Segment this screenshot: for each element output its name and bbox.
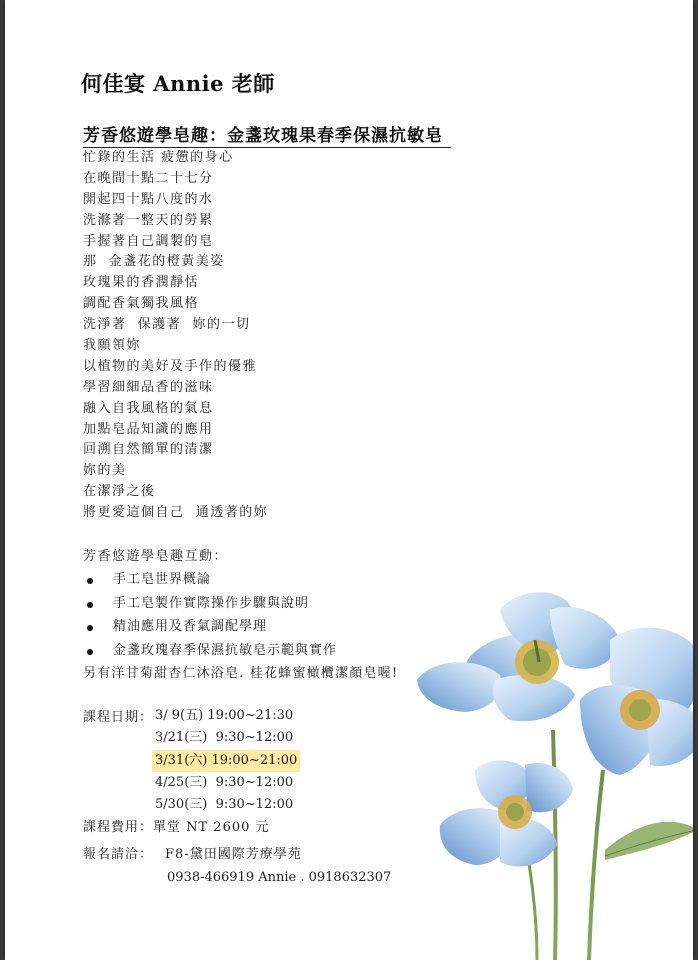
poem-line: 忙錄的生活 疲憊的身心 bbox=[83, 150, 234, 165]
poem-line: 洗滌著一整天的勞累 bbox=[83, 212, 214, 228]
registration-label: 報名請洽： bbox=[83, 847, 154, 862]
bullet-icon bbox=[87, 578, 93, 584]
bullet-icon bbox=[87, 625, 93, 631]
poem-line: 妳的美 bbox=[83, 463, 127, 479]
poem-line: 融入自我風格的氣息 bbox=[83, 400, 214, 416]
poem-line: 加點皂品知識的應用 bbox=[83, 421, 214, 437]
session-list bbox=[155, 705, 300, 816]
activity-label: 金盞玫瑰春季保濕抗敏皂示範與實作 bbox=[113, 642, 338, 658]
activities-list bbox=[83, 568, 337, 662]
activity-label: 精油應用及香氣調配學理 bbox=[113, 619, 268, 634]
flyer-page bbox=[5, 0, 693, 960]
bullet-icon bbox=[87, 602, 93, 608]
poem-line: 回溯自然簡單的清潔 bbox=[83, 442, 214, 458]
course-fee: 課程費用：單堂 NT 2600 元 bbox=[83, 820, 270, 835]
bullet-icon bbox=[87, 649, 93, 655]
poem-line: 我願領妳 bbox=[83, 338, 142, 354]
poem bbox=[83, 148, 268, 524]
poem-line: 將更愛這個自己 通透著的妳 bbox=[83, 505, 269, 521]
activities-heading: 芳香悠遊學皂趣互動： bbox=[83, 549, 229, 564]
contact-phone: 0938-466919 Annie . 0918632307 bbox=[167, 870, 392, 885]
extra-soaps-note: 另有洋甘菊甜杏仁沐浴皂. 桂花蜂蜜橄欖潔顏皂喔! bbox=[83, 666, 399, 681]
schedule-label: 課程日期： bbox=[83, 710, 154, 725]
activity-label: 手工皂世界概論 bbox=[113, 572, 212, 587]
activity-item bbox=[83, 639, 337, 663]
session-date: 3/21(三) 9:30~12:00 bbox=[155, 730, 294, 745]
poem-line: 洗淨著 保護著 妳的一切 bbox=[83, 317, 251, 333]
activity-item bbox=[83, 592, 337, 616]
activity-item bbox=[83, 568, 337, 592]
poem-line: 調配香氣獨我風格 bbox=[83, 296, 200, 312]
poem-line: 學習細細品香的滋味 bbox=[83, 379, 214, 395]
session-date-highlighted: 3/31(六) 19:00~21:00 bbox=[152, 750, 300, 772]
registration bbox=[83, 843, 302, 862]
poem-line: 那 金盞花的橙黃美姿 bbox=[83, 254, 225, 270]
poem-line: 在晚間十點二十七分 bbox=[83, 170, 214, 186]
poem-line: 以植物的美好及手作的優雅 bbox=[83, 358, 258, 374]
poem-line: 玫瑰果的香潤靜恬 bbox=[83, 275, 200, 291]
course-title: 芳香悠遊學皂趣：金盞玫瑰果春季保濕抗敏皂 bbox=[83, 121, 451, 148]
activity-label: 手工皂製作實際操作步驟與說明 bbox=[113, 595, 310, 611]
poem-line: 手握著自己調製的皂 bbox=[83, 233, 214, 249]
organization-name: F8-黛田國際芳療學苑 bbox=[165, 847, 302, 862]
blue-poppy-flowers-illustration bbox=[405, 580, 693, 960]
poem-line: 在潔淨之後 bbox=[83, 484, 156, 500]
poem-line: 開起四十點八度的水 bbox=[83, 191, 214, 207]
session-date: 5/30(三) 9:30~12:00 bbox=[155, 797, 294, 812]
activity-item bbox=[83, 615, 337, 639]
session-date: 4/25(三) 9:30~12:00 bbox=[155, 775, 294, 790]
session-date: 3/ 9(五) 19:00~21:30 bbox=[155, 708, 294, 723]
teacher-name: 何佳宴 Annie 老師 bbox=[81, 71, 275, 96]
